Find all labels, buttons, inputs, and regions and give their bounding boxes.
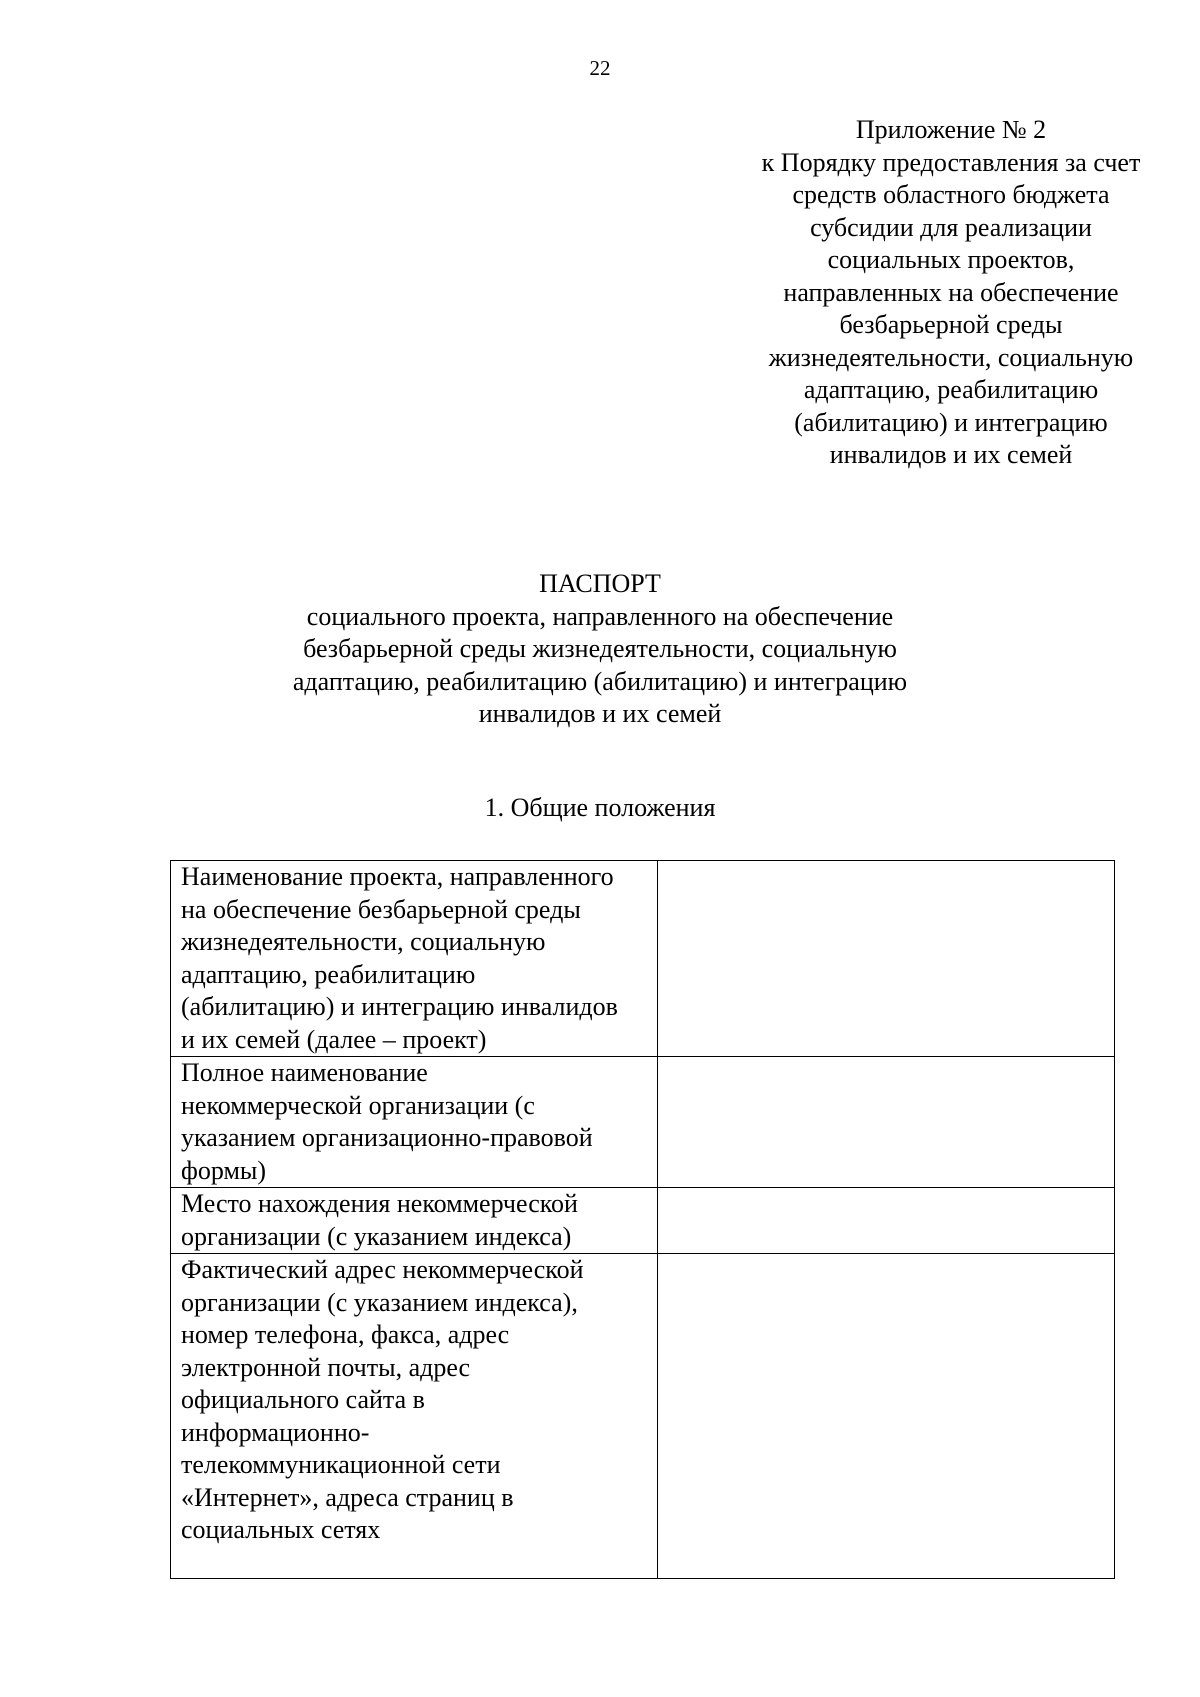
row-label-line: адаптацию, реабилитацию — [181, 959, 476, 989]
row-label-line: некоммерческой организации (с — [181, 1090, 535, 1120]
appendix-line: средств областного бюджета — [792, 180, 1110, 209]
row-label-line: Полное наименование — [181, 1058, 428, 1087]
table-row — [171, 1188, 1115, 1254]
row-label-line: жизнедеятельности, социальную — [181, 927, 546, 956]
row-label-line: организации (с указанием индекса), — [181, 1287, 578, 1317]
row-label-line: Наименование проекта, направленного — [181, 862, 614, 891]
row-label-line: социальных сетях — [181, 1515, 381, 1544]
row-label-line: номер телефона, факса, адрес — [181, 1320, 510, 1349]
row-label-line: Место нахождения некоммерческой — [181, 1189, 578, 1218]
page-number: 22 — [589, 56, 611, 80]
row-label-line: формы) — [181, 1155, 267, 1185]
appendix-line: адаптацию, реабилитацию — [803, 375, 1099, 404]
row-value-cell[interactable] — [658, 861, 1115, 1057]
row-label-line: организации (с указанием индекса) — [181, 1221, 572, 1251]
passport-subtitle-line: адаптацию, реабилитацию (абилитацию) и интеграцию — [292, 666, 908, 696]
passport-subtitle-line: социального проекта, направленного на обеспечение — [306, 601, 894, 631]
general-provisions-table — [170, 860, 1115, 1579]
appendix-line: жизнедеятельности, социальную — [768, 342, 1134, 372]
row-value-cell[interactable] — [658, 1057, 1115, 1188]
table-row — [171, 861, 1115, 1057]
row-label-line: Фактический адрес некоммерческой — [181, 1255, 584, 1284]
row-label-line: и их семей (далее – проект) — [181, 1024, 487, 1054]
row-label-cell — [171, 861, 658, 1057]
row-value-cell[interactable] — [658, 1188, 1115, 1254]
passport-heading — [0, 568, 1200, 731]
row-label-line: электронной почты, адрес — [181, 1352, 471, 1382]
appendix-line: безбарьерной среды — [839, 310, 1063, 339]
appendix-header — [686, 114, 1200, 472]
appendix-line: направленных на обеспечение — [783, 277, 1119, 307]
row-value-cell[interactable] — [658, 1254, 1115, 1579]
row-label-cell — [171, 1188, 658, 1254]
appendix-line: Приложение № 2 — [855, 115, 1047, 144]
row-label-line: информационно- — [181, 1417, 370, 1447]
appendix-line: к Порядку предоставления за счет — [761, 147, 1141, 177]
table-row — [171, 1254, 1115, 1579]
appendix-line: субсидии для реализации — [810, 212, 1092, 242]
passport-subtitle-line: безбарьерной среды жизнедеятельности, социальную — [303, 634, 897, 663]
passport-subtitle-line: инвалидов и их семей — [478, 699, 722, 728]
row-label-line: «Интернет», адреса страниц в — [181, 1482, 514, 1512]
section-heading: 1. Общие положения — [484, 793, 716, 822]
row-label-line: (абилитацию) и интеграцию инвалидов — [181, 992, 618, 1021]
row-label-line: телекоммуникационной сети — [181, 1450, 501, 1479]
row-label-cell — [171, 1254, 658, 1579]
appendix-line: социальных проектов, — [827, 245, 1075, 274]
row-label-line: официального сайта в — [181, 1385, 425, 1414]
appendix-line: (абилитацию) и интеграцию — [794, 407, 1108, 437]
row-label-cell — [171, 1057, 658, 1188]
passport-title: ПАСПОРТ — [539, 569, 661, 598]
appendix-line: инвалидов и их семей — [829, 440, 1073, 469]
table-row — [171, 1057, 1115, 1188]
row-label-line: на обеспечение безбарьерной среды — [181, 894, 581, 924]
row-label-line: указанием организационно-правовой — [181, 1123, 593, 1152]
